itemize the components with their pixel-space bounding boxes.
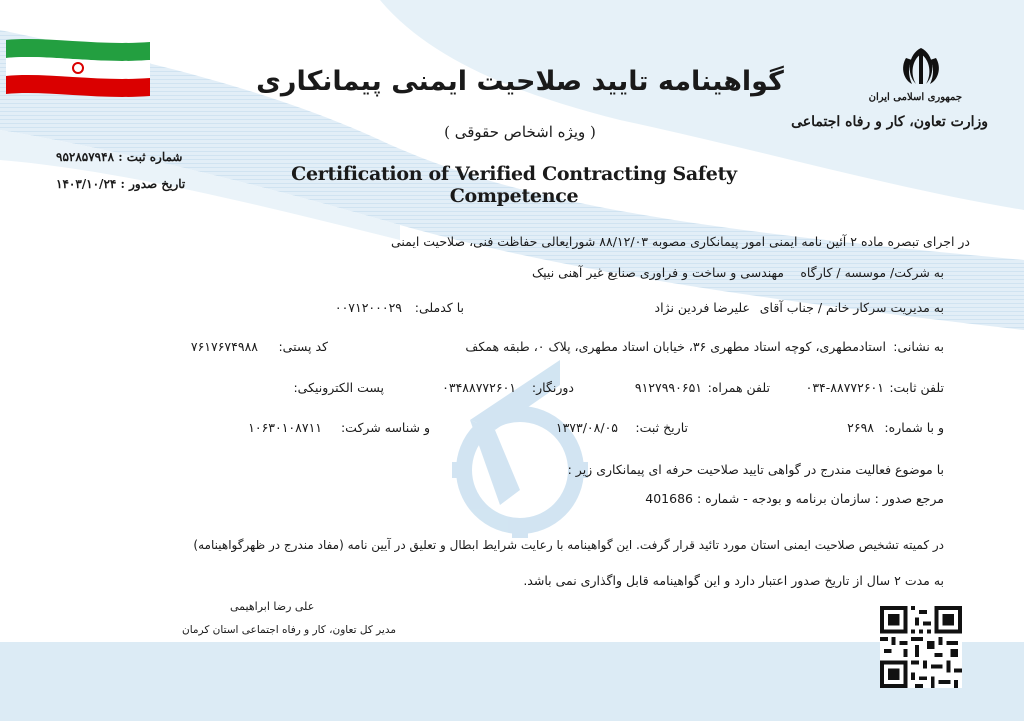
activity-text: با موضوع فعالیت مندرج در گواهی تایید صلاحیت حرفه ای پیمانکاری زیر : <box>567 462 944 477</box>
issue-date <box>56 177 185 191</box>
mobile-value: ۹۱۲۷۹۹۰۶۵۱ <box>634 380 702 395</box>
reg-no-label: و با شماره: <box>884 420 944 435</box>
issue-date-value: ۱۴۰۳/۱۰/۲۴ <box>56 177 117 191</box>
signatory-name: علی رضا ابراهیمی <box>230 600 315 613</box>
postal-code-value: ۷۶۱۷۶۷۴۹۸۸ <box>190 339 258 354</box>
ministry-name: وزارت تعاون، کار و رفاه اجتماعی <box>791 114 988 130</box>
company-value: مهندسی و ساخت و فراوری صنایع غیر آهنی نیپک <box>531 265 784 280</box>
reg-date-label: تاریخ ثبت: <box>635 420 688 435</box>
intro-text: در اجرای تبصره ماده ۲ آئین نامه ایمنی امور پیمانکاری مصوبه ۸۸/۱۲/۰۳ شورایعالی حفاظت فنی، صلاحیت ایمنی <box>390 234 970 249</box>
validity-text: به مدت ۲ سال از تاریخ صدور اعتبار دارد و این گواهینامه قابل واگذاری نمی باشد. <box>523 573 944 588</box>
registration-number-label: شماره ثبت : <box>118 150 183 164</box>
republic-name: جمهوری اسلامی ایران <box>868 92 962 103</box>
fax-value: ۰۳۴۸۸۷۷۲۶۰۱ <box>442 380 516 395</box>
email-label: پست الکترونیکی: <box>293 380 384 395</box>
manager-label: به مدیریت سرکار خانم / جناب آقای <box>759 300 944 315</box>
national-code-label: با کدملی: <box>414 300 464 315</box>
company-id-label: و شناسه شرکت: <box>340 420 430 435</box>
reference-text: مرجع صدور : سازمان برنامه و بودجه - شماره : 401686 <box>645 491 944 506</box>
english-title: Certification of Verified Contracting Safety Competence <box>291 163 737 207</box>
postal-code-label: کد پستی: <box>278 339 328 354</box>
mobile-label: تلفن همراه: <box>707 380 770 395</box>
issue-date-label: تاریخ صدور : <box>120 177 186 191</box>
page-subtitle: ( ویژه اشخاص حقوقی ) <box>444 123 596 141</box>
phone-value: ۰۳۴-۸۸۷۷۲۶۰۱ <box>805 380 884 395</box>
address-label: به نشانی: <box>893 339 944 354</box>
company-label: به شرکت/ موسسه / کارگاه <box>800 265 944 280</box>
iran-emblem-icon <box>898 44 944 88</box>
fax-label: دورنگار: <box>531 380 574 395</box>
address-value: استادمطهری، کوچه استاد مطهری ۳۶، خیابان استاد مطهری، پلاک ۰، طبقه همکف <box>465 339 886 354</box>
qr-code-icon <box>880 606 962 688</box>
company-id-value: ۱۰۶۳۰۱۰۸۷۱۱ <box>248 420 322 435</box>
signatory-title: مدیر کل تعاون، کار و رفاه اجتماعی استان کرمان <box>182 624 396 636</box>
iran-flag-icon <box>6 38 150 98</box>
reg-date-value: ۱۳۷۳/۰۸/۰۵ <box>555 420 618 435</box>
committee-text: در کمیته تشخیص صلاحیت ایمنی استان مورد تائید قرار گرفت. این گواهینامه با رعایت شرایط ابطال و تعلیق در آیین نامه (مفاد مندرج در ظهرگواهینامه) <box>193 538 944 552</box>
registration-number-value: ۹۵۲۸۵۷۹۴۸ <box>56 150 115 164</box>
manager-value: علیرضا فردین نژاد <box>654 300 750 315</box>
national-code-value: ۰۰۷۱۲۰۰۰۲۹ <box>334 300 402 315</box>
registration-number <box>56 150 182 164</box>
page-title: گواهینامه تایید صلاحیت ایمنی پیمانکاری <box>256 66 784 97</box>
reg-no-value: ۲۶۹۸ <box>847 420 874 435</box>
phone-label: تلفن ثابت: <box>889 380 944 395</box>
